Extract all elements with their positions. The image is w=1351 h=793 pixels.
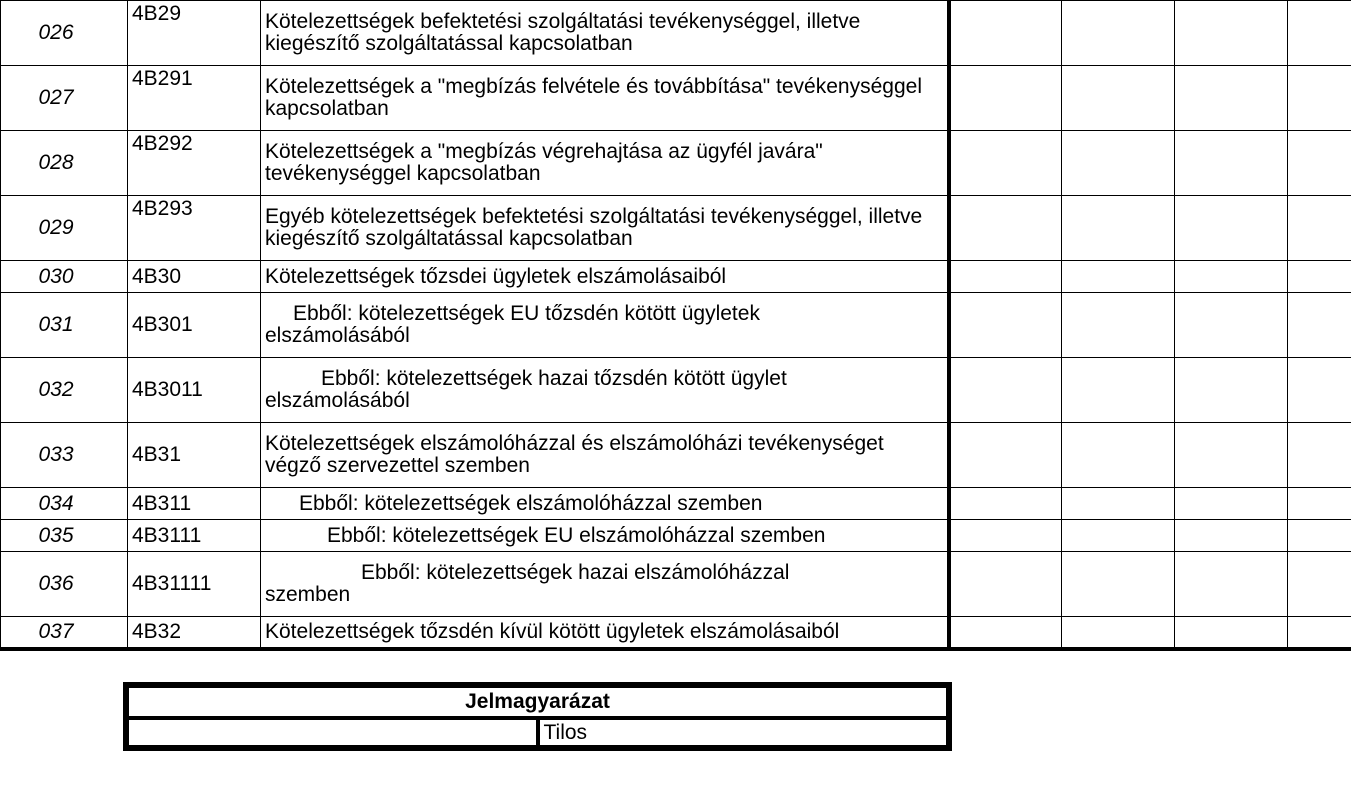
row-description: Kötelezettségek elszámolóházzal és elszámolóházi tevékenységet végző szervezettel szemben <box>261 423 949 488</box>
value-cell[interactable] <box>1288 358 1351 423</box>
value-cell[interactable] <box>1062 261 1175 293</box>
value-cell[interactable] <box>1175 358 1288 423</box>
value-cell[interactable] <box>1062 552 1175 617</box>
row-code: 4B3011 <box>128 358 261 423</box>
row-description-line: Ebből: kötelezettségek elszámolóházzal szemben <box>299 491 763 515</box>
row-number: 031 <box>1 293 128 358</box>
table-row <box>1 358 1351 423</box>
value-cell[interactable] <box>1062 423 1175 488</box>
row-description-line: elszámolásából <box>265 389 410 412</box>
row-description-line: szemben <box>265 583 351 606</box>
row-description-line: elszámolásából <box>265 324 410 347</box>
row-number: 035 <box>1 520 128 552</box>
row-code: 4B291 <box>128 66 261 131</box>
value-cell[interactable] <box>1288 617 1351 649</box>
table-row <box>1 66 1351 131</box>
row-code: 4B301 <box>128 293 261 358</box>
value-cell[interactable] <box>949 196 1062 261</box>
value-cell[interactable] <box>949 488 1062 520</box>
value-cell[interactable] <box>1288 423 1351 488</box>
value-cell[interactable] <box>949 131 1062 196</box>
row-code: 4B29 <box>128 1 261 66</box>
row-description-line: Ebből: kötelezettségek hazai elszámolóházzal <box>361 561 790 584</box>
value-cell[interactable] <box>1062 358 1175 423</box>
value-cell[interactable] <box>1062 66 1175 131</box>
row-number: 029 <box>1 196 128 261</box>
row-number: 036 <box>1 552 128 617</box>
row-description-line: Ebből: kötelezettségek hazai tőzsdén kötött ügylet <box>321 367 787 390</box>
value-cell[interactable] <box>1062 617 1175 649</box>
row-description-line: Ebből: kötelezettségek EU elszámolóházzal szemben <box>327 523 826 547</box>
value-cell[interactable] <box>1175 293 1288 358</box>
row-code: 4B30 <box>128 261 261 293</box>
table-row <box>1 617 1351 649</box>
value-cell[interactable] <box>1288 131 1351 196</box>
row-description <box>261 552 949 617</box>
row-code: 4B31111 <box>128 552 261 617</box>
row-description <box>261 293 949 358</box>
value-cell[interactable] <box>1062 131 1175 196</box>
value-cell[interactable] <box>949 261 1062 293</box>
value-cell[interactable] <box>1062 520 1175 552</box>
value-cell[interactable] <box>1062 1 1175 66</box>
row-number: 028 <box>1 131 128 196</box>
legend-swatch <box>126 718 538 748</box>
value-cell[interactable] <box>1288 293 1351 358</box>
table-row <box>1 261 1351 293</box>
row-number: 034 <box>1 488 128 520</box>
table-row <box>1 196 1351 261</box>
value-cell[interactable] <box>1175 423 1288 488</box>
row-description: Kötelezettségek a "megbízás végrehajtása az ügyfél javára" tevékenységgel kapcsolatban <box>261 131 949 196</box>
legend-title: Jelmagyarázat <box>126 685 949 718</box>
table-row <box>1 423 1351 488</box>
value-cell[interactable] <box>1175 66 1288 131</box>
row-description <box>261 520 949 552</box>
value-cell[interactable] <box>1175 552 1288 617</box>
row-code: 4B311 <box>128 488 261 520</box>
value-cell[interactable] <box>1062 293 1175 358</box>
value-cell[interactable] <box>949 520 1062 552</box>
row-code: 4B32 <box>128 617 261 649</box>
value-cell[interactable] <box>949 423 1062 488</box>
row-number: 027 <box>1 66 128 131</box>
row-code: 4B3111 <box>128 520 261 552</box>
value-cell[interactable] <box>949 1 1062 66</box>
row-code: 4B293 <box>128 196 261 261</box>
row-description: Kötelezettségek befektetési szolgáltatási tevékenységgel, illetve kiegészítő szolgáltatással kapcsolatban <box>261 1 949 66</box>
value-cell[interactable] <box>1175 1 1288 66</box>
value-cell[interactable] <box>1288 261 1351 293</box>
value-cell[interactable] <box>1175 488 1288 520</box>
row-number: 026 <box>1 1 128 66</box>
value-cell[interactable] <box>949 617 1062 649</box>
value-cell[interactable] <box>949 358 1062 423</box>
legend-table <box>123 682 952 751</box>
value-cell[interactable] <box>1288 552 1351 617</box>
row-description <box>261 358 949 423</box>
value-cell[interactable] <box>949 293 1062 358</box>
row-number: 032 <box>1 358 128 423</box>
table-row <box>1 293 1351 358</box>
row-code: 4B292 <box>128 131 261 196</box>
value-cell[interactable] <box>1062 196 1175 261</box>
row-number: 033 <box>1 423 128 488</box>
legend-label: Tilos <box>538 718 950 748</box>
value-cell[interactable] <box>1175 520 1288 552</box>
value-cell[interactable] <box>1288 1 1351 66</box>
value-cell[interactable] <box>1288 66 1351 131</box>
row-description: Egyéb kötelezettségek befektetési szolgáltatási tevékenységgel, illetve kiegészítő szolgáltatással kapcsolatban <box>261 196 949 261</box>
table-row <box>1 520 1351 552</box>
value-cell[interactable] <box>1062 488 1175 520</box>
value-cell[interactable] <box>949 552 1062 617</box>
table-row <box>1 488 1351 520</box>
row-description: Kötelezettségek a "megbízás felvétele és továbbítása" tevékenységgel kapcsolatban <box>261 66 949 131</box>
value-cell[interactable] <box>1175 261 1288 293</box>
value-cell[interactable] <box>949 66 1062 131</box>
value-cell[interactable] <box>1175 617 1288 649</box>
value-cell[interactable] <box>1288 520 1351 552</box>
value-cell[interactable] <box>1175 131 1288 196</box>
row-code: 4B31 <box>128 423 261 488</box>
row-number: 037 <box>1 617 128 649</box>
table-row <box>1 1 1351 66</box>
value-cell[interactable] <box>1175 196 1288 261</box>
row-description-line: Ebből: kötelezettségek EU tőzsdén kötött ügyletek <box>293 302 760 325</box>
value-cell[interactable] <box>1288 488 1351 520</box>
table-row <box>1 552 1351 617</box>
value-cell[interactable] <box>1288 196 1351 261</box>
row-number: 030 <box>1 261 128 293</box>
row-description: Kötelezettségek tőzsdén kívül kötött ügyletek elszámolásaiból <box>261 617 949 649</box>
row-description <box>261 488 949 520</box>
row-description: Kötelezettségek tőzsdei ügyletek elszámolásaiból <box>261 261 949 293</box>
table-row <box>1 131 1351 196</box>
